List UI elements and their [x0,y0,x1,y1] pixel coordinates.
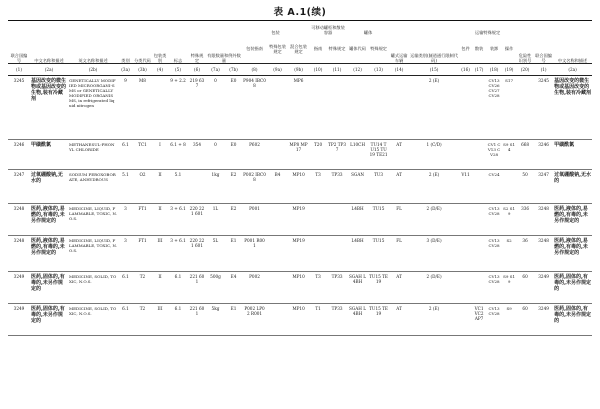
cell-class-code: T2 [139,274,146,279]
cell-cn-name: 医药,液体的,易燃的,有毒的,未另作规定的 [31,238,65,256]
group-tank-body: 罐体 [363,29,373,35]
cell-class: 6.1 [122,306,129,311]
cell-tank-vehicle: AT [396,172,402,177]
column-number-row [8,64,592,76]
cell-packing-instruction: P001 R001 [244,238,265,249]
cell-loading: CV13 CV28 [488,206,500,216]
cell-excepted-quantity: E0 [230,142,237,147]
cell-packing-instruction: P904 IBC08 [243,78,266,89]
col-num: (9a) [267,64,288,76]
cell-special-provision: 219 637 [189,78,205,89]
cell-tank-body-special: TU3 [374,172,384,177]
cell-package [459,304,472,336]
cell-special-provision: 220 221 601 [189,238,205,249]
cell-limited-quantity: 5L [212,238,219,243]
cell-tank-instruction: T3 [315,274,321,279]
cell-special-provision: 220 221 601 [189,206,205,217]
cell-packing-group: I [159,142,161,147]
cell-en-name: GENETICALLY MODIFIED MICROORGANI-SMS or GENETICALLY MODIFIED ORGANISMS, in refrigerated liquid nitrogen [69,78,116,108]
cell-label: 6.1 [174,274,182,279]
col-num: (20) [516,64,534,76]
cell-package: V11 [461,172,470,177]
cell-hazard-id: 60 [522,274,528,279]
col-packing-instruction: 包装指南 [246,46,263,52]
col-num: (4) [152,64,168,76]
group-packaging: 包装 [271,29,280,35]
table-row [8,204,592,236]
col-num: (18) [486,64,502,76]
cell-class: 5.1 [122,172,129,177]
cell-tank-instruction: T20 [313,142,323,147]
table-row [8,76,592,140]
col-mixed-packing: 混合包装规定 [290,43,307,54]
cell-cn-name: 基因改变的微生物或基因改变的生物,装有冷藏剂 [31,78,67,102]
cell-tank-special: TP2 TP37 [328,142,346,153]
cell-special-provision: 221 601 [189,274,205,285]
cell-tank-special [327,204,347,236]
cell-bulk: VC1 VC2 AP7 [474,306,484,322]
cell-loading: CV13 CV28 [488,238,500,248]
col-en-name: 英文名称和描述 [78,57,108,63]
cell-un-number: 3248 [13,238,25,243]
cell-special-provision [188,170,206,204]
cell-cn-name: 甲磺酰氯 [31,142,52,148]
cell-tank-instruction: T1 [315,306,321,311]
cell-package [459,140,472,170]
group-special-transport: 运输特殊规定 [475,29,501,35]
cell-hazard-id: 336 [521,206,530,211]
col-num: (8) [242,64,267,76]
cell-tank-vehicle [389,76,409,140]
cell-class: 9 [124,78,127,83]
cell-class-code: FT1 [138,238,147,243]
cell-loading: CV24 [488,172,500,177]
cell-excepted-quantity: E4 [230,274,237,279]
cell-hazard-id: 668 [521,142,530,147]
col-num: (7a) [206,64,225,76]
cell-hazard-id: 60 [522,306,528,311]
cell-mixed-packing: MP19 [292,206,305,211]
col-bulk: 散装 [474,46,484,52]
cell-packing-group: III [157,306,163,311]
cell-un-number: 3249 [13,274,25,279]
cell-un-number-2: 3247 [538,172,549,177]
cell-class-code: FT1 [138,206,147,211]
cell-class-code: M8 [139,78,146,83]
cell-cn-name: 医药,液体的,易燃的,有毒的,未另作规定的 [31,206,65,224]
cell-packing-group [152,76,168,140]
col-num: (10) [309,64,327,76]
cell-tank-vehicle: FL [396,206,402,211]
col-num: (5) [168,64,188,76]
cell-class-code: TC1 [138,142,147,147]
cell-tank-code: SGAN [351,172,365,177]
cell-packing-instruction: P002 IBC08 [243,172,266,183]
col-tank-vehicle: 罐式运输车辆 [390,52,408,63]
cell-bulk [472,140,486,170]
cell-limited-quantity: 5kg [211,306,220,311]
cell-packing-instruction: P002 [249,274,260,279]
cell-en-name: MEDICINE, SOLID, TOXIC, N.O.S. [69,274,117,284]
cell-packing-instruction: P002 LP02 R001 [244,306,265,317]
cell-cn-name-2: 医药,液体的,易燃的,有毒的,未另作规定的 [554,238,588,256]
cell-tank-body-special: TU15 TE19 [369,274,388,285]
cell-cn-name: 过氧硼酸钠,无水的 [31,172,63,184]
cell-tank-special: TP33 [331,274,343,279]
cell-tank-body-special [368,76,389,140]
cell-mixed-packing: MP19 [292,238,305,243]
cell-tank-code: SGAH L4BH [349,274,367,285]
cell-loading: CV13 CV28 [488,306,500,316]
col-package: 包件 [461,46,470,52]
cell-tank-vehicle: AT [396,274,402,279]
cell-tank-code: L10CH [350,142,366,147]
cell-tank-code [347,76,368,140]
cell-mixed-packing: MP10 [292,172,305,177]
cell-un-number: 3248 [13,206,25,211]
cell-cn-name-2: 过氧硼酸钠,无水的 [554,172,591,184]
cell-tank-code: SGAH L4BH [349,306,367,317]
cell-transport-category: 3 (D/E) [426,238,442,243]
cell-un-number: 3246 [13,142,25,147]
col-num: (17) [472,64,486,76]
cell-un-number-2: 3248 [538,238,549,243]
cell-class-code: T2 [139,306,146,311]
cell-special-provision: 354 [193,142,201,147]
col-limited-quantity: 有限数量和例外数量 [207,52,241,63]
col-num: (19) [502,64,516,76]
col-num: (6) [188,64,206,76]
cell-limited-quantity: 1kg [211,172,220,177]
col-tank-special: 特殊规定 [328,46,346,52]
cell-tank-instruction [309,76,327,140]
col-cn-name: 中文名称和描述 [34,57,64,63]
cell-mixed-packing: MP6 [293,78,304,83]
cell-excepted-quantity: E2 [230,172,237,177]
cell-class-code: O2 [139,172,146,177]
group-portable-tank: 可移动罐柜和散装容器 [311,24,345,35]
cell-mixed-packing: MP10 [292,274,305,279]
col-num: (3b) [133,64,152,76]
cell-package [459,236,472,272]
cell-excepted-quantity: E0 [230,78,237,83]
cell-cn-name: 医药,固体的,有毒的,未另作规定的 [31,274,65,292]
cell-tank-special: TP33 [331,172,343,177]
cell-tank-body-special: TU14 TU15 TU19 TE21 [369,142,388,158]
cell-en-name: MEDICINE, LIQUID, FLAMMABLE, TOXIC, N.O.S. [69,206,117,221]
col-num: (7b) [225,64,242,76]
cell-tank-code: L4BH [351,206,364,211]
cell-tank-code: L4BH [351,238,364,243]
cell-package [459,204,472,236]
cell-operation: S2 [506,238,512,243]
cell-tank-instruction [309,236,327,272]
cell-packing-group: II [158,274,162,279]
table-row [8,236,592,272]
cell-hazard-id [516,76,534,140]
col-label: 标志 [173,57,183,63]
cell-cn-name-2: 医药,液体的,易燃的,有毒的,未另作规定的 [554,206,588,224]
col-un-number: 联合国编号 [10,52,28,63]
table-row [8,272,592,304]
cell-package [459,272,472,304]
cell-en-name: METHANESUL-PHONYL CHLORIDE [69,142,115,152]
cell-operation: S17 [505,78,513,83]
col-special-packing: 特殊包装规定 [269,43,286,54]
cell-label: 3 + 6.1 [170,238,186,243]
col-tank-code: 罐体代码 [349,46,366,52]
col-num: (2b) [68,64,118,76]
cell-transport-category: 2 (E) [428,172,440,177]
cell-cn-name: 医药,固体的,有毒的,未另作规定的 [31,306,65,324]
col-num: (15) [409,64,459,76]
cell-packing-instruction: P602 [249,142,260,147]
cell-hazard-id: 50 [522,172,528,177]
col-num: (13) [368,64,389,76]
cell-class: 3 [124,206,127,211]
cell-cn-name-2: 医药,固体的,有毒的,未另作规定的 [554,274,591,292]
cell-tank-vehicle: AT [396,142,402,147]
col-num: (1) [534,64,553,76]
col-cn-name-2: 中文名称和描述 [557,57,588,63]
cell-bulk [472,236,486,272]
cell-special-packing [267,140,288,170]
col-class-code: 分类代码 [134,57,151,63]
cell-tank-body-special: TU15 [372,206,385,211]
cell-limited-quantity: 0 [214,78,217,83]
cell-special-packing [267,236,288,272]
cell-loading: CV13 CV28 [488,274,500,284]
cell-en-name: SODIUM PEROXOBORATE, ANHYDROUS [69,172,116,182]
table-body [8,76,592,336]
col-packing-group: 包装类别 [153,52,167,63]
cell-loading: CV13 CV26 CV27 CV28 [488,78,500,98]
cell-un-number-2: 3248 [538,206,549,211]
cell-special-packing: B4 [274,172,281,177]
cell-packing-group: II [158,172,162,177]
cell-bulk [472,170,486,204]
cell-tank-instruction: T3 [315,172,321,177]
cell-en-name: MEDICINE, LIQUID, FLAMMABLE, TOXIC, N.O.S. [69,238,117,253]
cell-special-packing [267,272,288,304]
cell-operation: S9 S14 [503,142,515,152]
dangerous-goods-table [8,20,592,336]
col-num: (2a) [30,64,68,76]
cell-tank-body-special: TU15 [372,238,385,243]
cell-label: 3 + 6.1 [170,206,186,211]
cell-packing-instruction: P001 [249,206,260,211]
cell-mixed-packing: MP8 MP17 [289,142,308,153]
cell-packing-group: III [157,238,163,243]
cell-operation: S2 S19 [503,206,515,216]
cell-excepted-quantity: E2 [230,206,237,211]
cell-cn-name-2: 甲磺酰氯 [554,142,575,148]
col-class: 类别 [121,57,130,63]
cell-cn-name-2: 基因改变的微生物或基因改变的生物,装有冷藏剂 [554,78,591,96]
cell-special-packing [267,204,288,236]
cell-special-packing [267,304,288,336]
cell-label: 5.1 [174,172,182,177]
cell-bulk [472,204,486,236]
cell-un-number-2: 3246 [538,142,549,147]
cell-excepted-quantity: E1 [230,306,237,311]
cell-transport-category: 2 (D/E) [426,274,442,279]
cell-un-number: 3249 [13,306,25,311]
cell-transport-category: 2 (D/E) [426,206,442,211]
cell-en-name: MEDICINE, SOLID, TOXIC, N.O.S. [69,306,117,316]
cell-loading: CV1 CV13 CV28 [487,142,501,157]
col-operation: 操作 [504,46,514,52]
cell-mixed-packing: MP10 [292,306,305,311]
cell-cn-name-2: 医药,固体的,有毒的,未另作规定的 [554,306,591,324]
cell-limited-quantity: 500g [210,274,221,279]
cell-special-provision: 221 601 [189,306,205,317]
table-row [8,170,592,204]
cell-transport-category: 2 (E) [428,78,440,83]
cell-bulk [472,272,486,304]
table-title: 表 A.1(续) [273,7,327,18]
cell-un-number-2: 3245 [538,78,549,83]
cell-operation: S9 [506,306,512,311]
cell-limited-quantity: 1L [212,206,219,211]
col-num: (9b) [288,64,309,76]
cell-un-number-2: 3249 [538,274,549,279]
cell-tank-special: TP33 [331,306,343,311]
col-loading: 装卸 [489,46,499,52]
table-row [8,304,592,336]
cell-tank-special [327,236,347,272]
col-num: (11) [327,64,347,76]
cell-packing-group: II [158,206,162,211]
col-num: (12) [347,64,368,76]
cell-special-packing [267,76,288,140]
col-hazard-id: 危险性识别号 [518,52,532,63]
col-special-provision: 特殊规定 [190,52,204,63]
cell-un-number-2: 3249 [538,306,549,311]
cell-transport-category: 1 (C/D) [426,142,442,147]
col-un-number-2: 联合国编号 [535,52,552,63]
cell-class: 6.1 [122,142,129,147]
cell-label: 9 + 2.2 [170,78,186,83]
col-num: (1) [8,64,30,76]
cell-label: 6.1 + 8 [170,142,186,147]
cell-limited-quantity: 0 [214,142,217,147]
cell-un-number: 3245 [13,78,25,83]
cell-package [459,76,472,140]
cell-bulk [472,76,486,140]
col-num: (2a) [553,64,592,76]
cell-tank-instruction [309,204,327,236]
table-header [8,21,592,76]
cell-tank-special [327,76,347,140]
col-num: (16) [459,64,472,76]
cell-tank-body-special: TU15 TE19 [369,306,388,317]
col-num: (3a) [118,64,133,76]
cell-transport-category: 2 (E) [428,306,440,311]
col-tank-body-special: 特殊规定 [370,46,387,52]
col-tank-instruction: 指南 [313,46,323,52]
cell-class: 3 [124,238,127,243]
col-num: (14) [389,64,409,76]
cell-tank-vehicle: FL [396,238,402,243]
col-transport-category: 运输类别(隧道通行限制代码) [410,52,458,63]
cell-label: 6.1 [174,306,182,311]
cell-operation [502,170,516,204]
cell-tank-vehicle: AT [396,306,402,311]
cell-operation: S9 S19 [503,274,515,284]
cell-excepted-quantity: E1 [230,238,237,243]
cell-hazard-id: 36 [522,238,528,243]
cell-class: 6.1 [122,274,129,279]
table-row [8,140,592,170]
cell-un-number: 3247 [13,172,25,177]
